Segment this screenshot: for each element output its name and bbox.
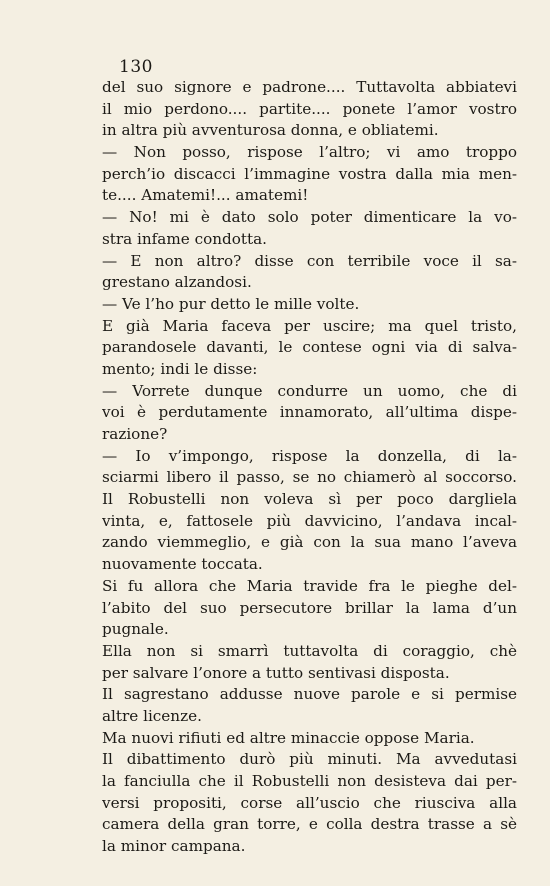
text-line: — Vorrete dunque condurre un uomo, che di (102, 381, 517, 400)
text-line: in altra più avventurosa donna, e obliatemi. (102, 121, 439, 140)
text-line: grestano alzandosi. (102, 273, 252, 292)
text-line: stra infame condotta. (102, 229, 267, 248)
text-line: la fanciulla che il Robustelli non desisteva dai per- (102, 772, 517, 790)
text-line: il mio perdono.... partite.... ponete l’amor vostro (102, 99, 517, 118)
text-line: — Non posso, rispose l’altro; vi amo troppo (102, 143, 517, 162)
text-line: Ella non si smarrì tuttavolta di coraggio, chè (102, 641, 517, 660)
text-line: Si fu allora che Maria travide fra le pieghe del- (102, 576, 517, 595)
page-number: 130 (119, 57, 153, 77)
text-line: Il sagrestano addusse nuove parole e si permise (102, 685, 517, 704)
text-line: pugnale. (102, 620, 169, 639)
text-line: nuovamente toccata. (102, 555, 263, 574)
text-line: Il dibattimento durò più minuti. Ma avvedutasi (102, 750, 517, 769)
text-line: — Io v’impongo, rispose la donzella, di la- (102, 446, 517, 465)
text-line: la minor campana. (102, 837, 246, 856)
text-line: te.... Amatemi!... amatemi! (102, 186, 309, 205)
text-line: — No! mi è dato solo poter dimenticare la vo- (102, 208, 517, 227)
text-line: razione? (102, 425, 168, 443)
text-line: altre licenze. (102, 706, 202, 725)
text-line: perch’io discacci l’immagine vostra dalla mia men- (102, 164, 517, 183)
text-line: sciarmi libero il passo, se no chiamerò al soccorso. (102, 468, 517, 487)
text-line: vinta, e, fattosele più davvicino, l’andava incal- (102, 511, 517, 530)
text-line: Ma nuovi rifiuti ed altre minaccie oppose Maria. (102, 728, 475, 747)
text-line: — Ve l’ho pur detto le mille volte. (102, 294, 360, 313)
text-line: — E non altro? disse con terribile voce il sa- (102, 251, 517, 270)
text-line: voi è perdutamente innamorato, all’ultima dispe- (102, 403, 517, 422)
text-line: camera della gran torre, e colla destra trasse a sè (102, 815, 517, 834)
text-line: del suo signore e padrone.... Tuttavolta abbiatevi (102, 78, 517, 96)
text-line: versi propositi, corse all’uscio che riusciva alla (102, 793, 517, 812)
text-line: mento; indi le disse: (102, 359, 258, 378)
text-line: E già Maria faceva per uscire; ma quel tristo, (102, 316, 517, 335)
text-line: l’abito del suo persecutore brillar la lama d’un (102, 598, 517, 617)
text-line: Il Robustelli non voleva sì per poco dargliela (102, 490, 517, 509)
text-line: parandosele davanti, le contese ogni via di salva- (102, 338, 517, 357)
body-text (102, 77, 517, 858)
text-line: zando viemmeglio, e già con la sua mano l’aveva (102, 533, 517, 552)
text-line: per salvare l’onore a tutto sentivasi disposta. (102, 663, 450, 682)
